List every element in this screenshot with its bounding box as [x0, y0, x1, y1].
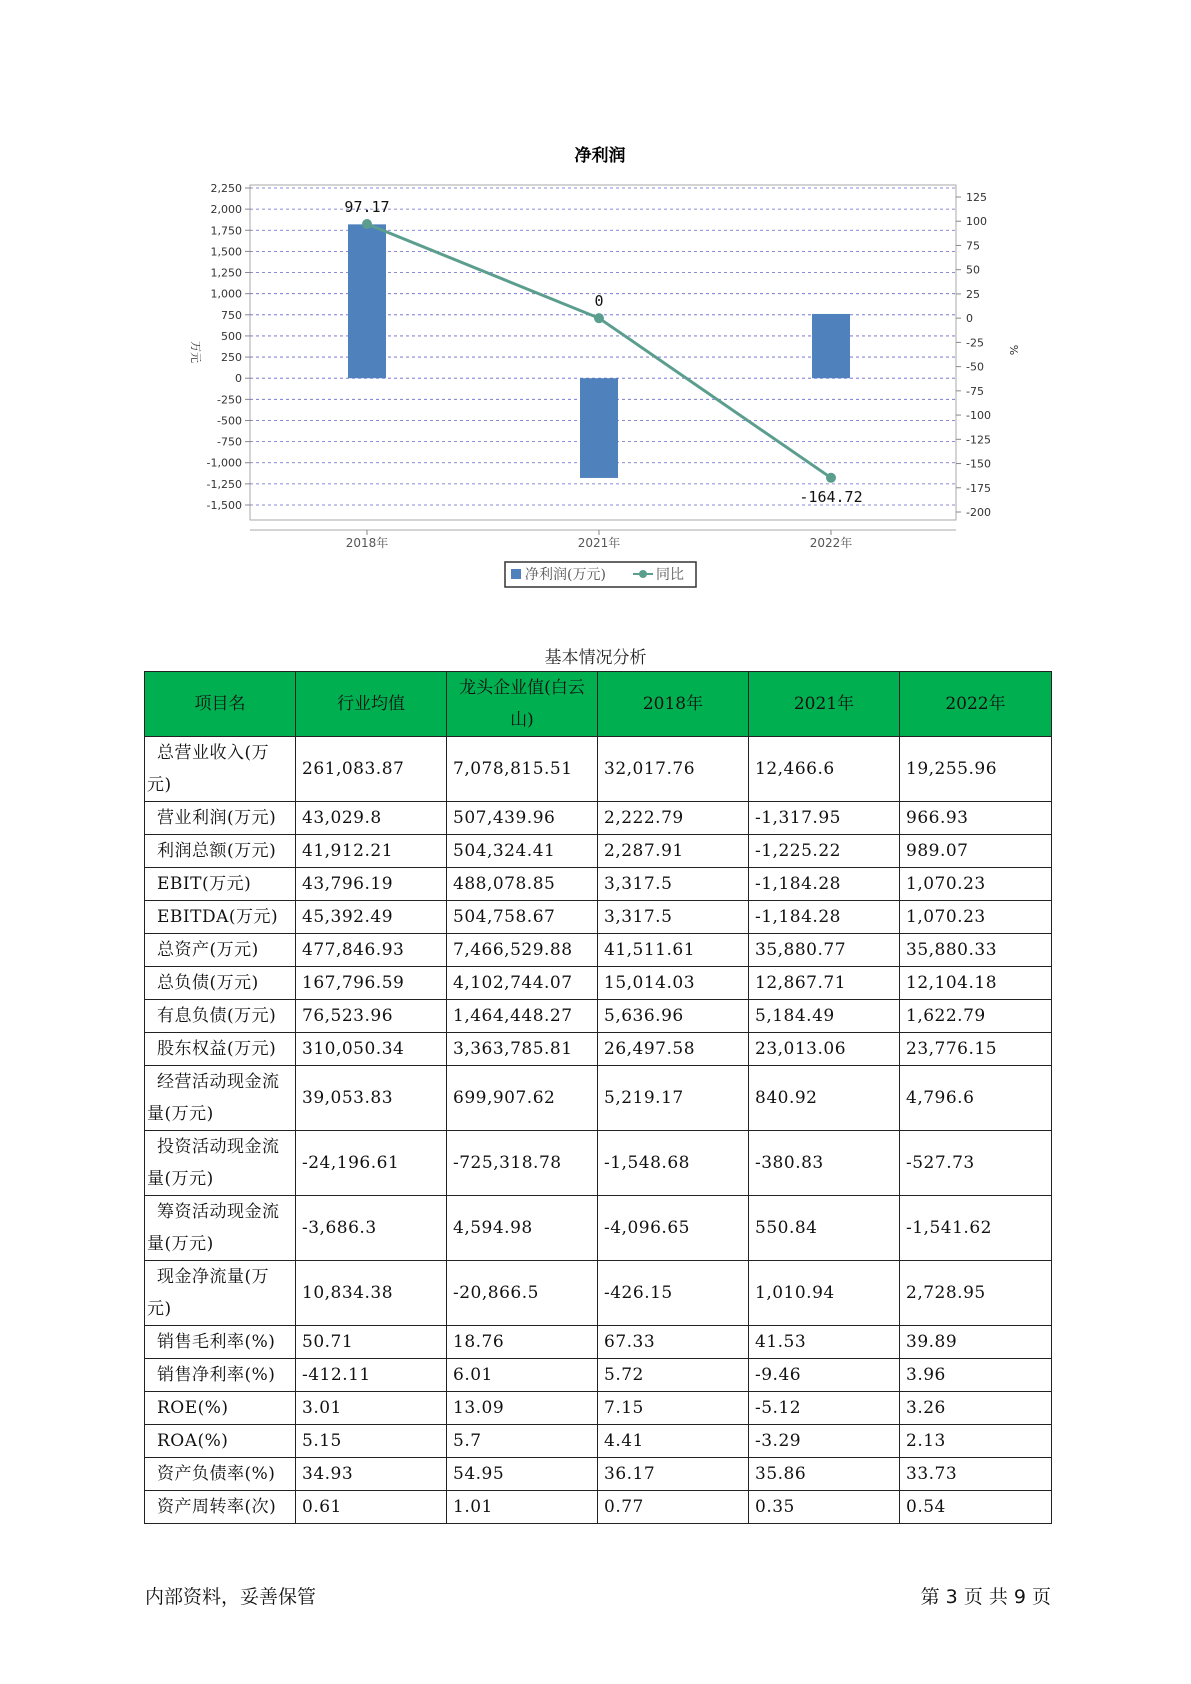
y-right-tick-label: 75 — [966, 239, 980, 253]
table-row-label: 销售毛利率(%) — [145, 1326, 296, 1359]
y-left-tick-label: 750 — [221, 308, 242, 322]
table-cell: 32,017.76 — [598, 737, 749, 802]
table-cell: 12,867.71 — [749, 967, 900, 1000]
footer-confidential-note: 内部资料，妥善保管 — [145, 1586, 317, 1608]
table-cell: 19,255.96 — [900, 737, 1052, 802]
table-cell: 2,728.95 — [900, 1261, 1052, 1326]
table-header-row — [145, 672, 1052, 737]
table-row — [145, 1359, 1052, 1392]
table-cell: 67.33 — [598, 1326, 749, 1359]
table-cell: 43,796.19 — [296, 868, 447, 901]
table-header-cell: 2018年 — [598, 672, 749, 737]
table-cell: 1,070.23 — [900, 868, 1052, 901]
table-header-cell: 龙头企业值(白云山) — [447, 672, 598, 737]
table-row — [145, 901, 1052, 934]
table-row — [145, 1131, 1052, 1196]
table-row-label: 有息负债(万元) — [145, 1000, 296, 1033]
table-cell: 1,070.23 — [900, 901, 1052, 934]
table-row-label: 资产负债率(%) — [145, 1458, 296, 1491]
y-right-tick-label: 25 — [966, 287, 980, 301]
table-row-label: 利润总额(万元) — [145, 835, 296, 868]
chart-title: 净利润 — [574, 146, 626, 166]
y-right-tick-label: -175 — [966, 481, 991, 495]
table-cell: 7,466,529.88 — [447, 934, 598, 967]
table-cell: 15,014.03 — [598, 967, 749, 1000]
yoy-point — [594, 313, 604, 323]
yoy-point — [362, 219, 372, 229]
table-cell: 41,511.61 — [598, 934, 749, 967]
table-cell: 12,104.18 — [900, 967, 1052, 1000]
table-cell: 13.09 — [447, 1392, 598, 1425]
x-tick-label: 2022年 — [809, 536, 853, 550]
y-right-tick-label: 0 — [966, 312, 973, 326]
table-cell: 488,078.85 — [447, 868, 598, 901]
y-right-tick-label: 50 — [966, 263, 980, 277]
table-cell: 3,317.5 — [598, 901, 749, 934]
table-cell: 26,497.58 — [598, 1033, 749, 1066]
table-cell: -3,686.3 — [296, 1196, 447, 1261]
table-cell: 310,050.34 — [296, 1033, 447, 1066]
table-cell: 2,222.79 — [598, 802, 749, 835]
table-row — [145, 1000, 1052, 1033]
y-left-tick-label: -1,250 — [206, 477, 242, 491]
legend-line-marker — [639, 570, 647, 578]
table-cell: -1,317.95 — [749, 802, 900, 835]
legend-label-line: 同比 — [656, 567, 684, 583]
y-left-tick-label: -250 — [217, 393, 242, 407]
table-cell: 477,846.93 — [296, 934, 447, 967]
table-cell: 18.76 — [447, 1326, 598, 1359]
y-left-tick-label: 2,000 — [210, 203, 242, 217]
table-cell: 23,013.06 — [749, 1033, 900, 1066]
table-cell: 4,796.6 — [900, 1066, 1052, 1131]
table-cell: 989.07 — [900, 835, 1052, 868]
table-cell: 35,880.33 — [900, 934, 1052, 967]
table-cell: 7.15 — [598, 1392, 749, 1425]
table-cell: -1,541.62 — [900, 1196, 1052, 1261]
table-cell: 10,834.38 — [296, 1261, 447, 1326]
table-cell: 5,636.96 — [598, 1000, 749, 1033]
net-profit-chart — [0, 0, 1191, 600]
table-cell: 3,317.5 — [598, 868, 749, 901]
basic-analysis-table — [144, 671, 1052, 1524]
bar — [812, 314, 850, 378]
y-left-tick-label: -500 — [217, 414, 242, 428]
table-cell: 699,907.62 — [447, 1066, 598, 1131]
yoy-point — [826, 473, 836, 483]
table-cell: 4.41 — [598, 1425, 749, 1458]
table-cell: 23,776.15 — [900, 1033, 1052, 1066]
table-cell: 4,102,744.07 — [447, 967, 598, 1000]
table-cell: 39,053.83 — [296, 1066, 447, 1131]
table-row — [145, 967, 1052, 1000]
table-cell: 5,184.49 — [749, 1000, 900, 1033]
legend-bar-swatch — [511, 569, 521, 579]
y-left-tick-label: 2,250 — [210, 182, 242, 195]
table-header-cell: 行业均值 — [296, 672, 447, 737]
bar — [348, 224, 386, 378]
y-right-tick-label: -125 — [966, 433, 991, 447]
table-cell: -4,096.65 — [598, 1196, 749, 1261]
table-cell: 0.61 — [296, 1491, 447, 1524]
table-cell: 5,219.17 — [598, 1066, 749, 1131]
table-row-label: 销售净利率(%) — [145, 1359, 296, 1392]
table-cell: 0.77 — [598, 1491, 749, 1524]
y-left-tick-label: -1,000 — [206, 456, 242, 470]
table-row-label: ROE(%) — [145, 1392, 296, 1425]
y-right-tick-label: -50 — [966, 360, 984, 374]
table-cell: 3.26 — [900, 1392, 1052, 1425]
table-title: 基本情况分析 — [544, 648, 647, 668]
table-cell: 6.01 — [447, 1359, 598, 1392]
yoy-data-label: 97.17 — [344, 197, 390, 216]
table-cell: 167,796.59 — [296, 967, 447, 1000]
table-cell: 33.73 — [900, 1458, 1052, 1491]
table-row-label: 总营业收入(万元) — [145, 737, 296, 802]
table-cell: 550.84 — [749, 1196, 900, 1261]
table-cell: 36.17 — [598, 1458, 749, 1491]
table-cell: 39.89 — [900, 1326, 1052, 1359]
table-row — [145, 1196, 1052, 1261]
table-header-cell: 2022年 — [900, 672, 1052, 737]
table-row — [145, 1392, 1052, 1425]
table-cell: -5.12 — [749, 1392, 900, 1425]
table-row-label: 现金净流量(万元) — [145, 1261, 296, 1326]
table-cell: -1,225.22 — [749, 835, 900, 868]
legend-label-bar: 净利润(万元) — [525, 567, 606, 583]
table-cell: 507,439.96 — [447, 802, 598, 835]
y-right-tick-label: -75 — [966, 384, 984, 398]
table-cell: 966.93 — [900, 802, 1052, 835]
table-cell: 2.13 — [900, 1425, 1052, 1458]
table-cell: 76,523.96 — [296, 1000, 447, 1033]
table-row — [145, 1261, 1052, 1326]
footer-page-number: 第 3 页 共 9 页 — [920, 1586, 1051, 1608]
table-row — [145, 1425, 1052, 1458]
table-cell: 5.7 — [447, 1425, 598, 1458]
bar — [580, 378, 618, 478]
table-row-label: 总负债(万元) — [145, 967, 296, 1000]
table-row-label: EBIT(万元) — [145, 868, 296, 901]
table-cell: 54.95 — [447, 1458, 598, 1491]
table-cell: 1,622.79 — [900, 1000, 1052, 1033]
table-cell: 41.53 — [749, 1326, 900, 1359]
table-cell: 2,287.91 — [598, 835, 749, 868]
table-cell: 34.93 — [296, 1458, 447, 1491]
y-left-tick-label: 1,500 — [210, 245, 242, 259]
table-cell: -380.83 — [749, 1131, 900, 1196]
y-right-tick-label: -150 — [966, 457, 991, 471]
table-cell: 41,912.21 — [296, 835, 447, 868]
table-row — [145, 835, 1052, 868]
table-cell: -3.29 — [749, 1425, 900, 1458]
table-row-label: 投资活动现金流量(万元) — [145, 1131, 296, 1196]
y-left-tick-label: 250 — [221, 351, 242, 365]
table-cell: 3.01 — [296, 1392, 447, 1425]
table-row — [145, 934, 1052, 967]
table-row-label: 筹资活动现金流量(万元) — [145, 1196, 296, 1261]
table-row — [145, 1326, 1052, 1359]
table-row-label: 营业利润(万元) — [145, 802, 296, 835]
table-cell: 35.86 — [749, 1458, 900, 1491]
table-cell: 45,392.49 — [296, 901, 447, 934]
table-row-label: 股东权益(万元) — [145, 1033, 296, 1066]
table-row — [145, 1033, 1052, 1066]
table-cell: 0.54 — [900, 1491, 1052, 1524]
table-cell: -1,184.28 — [749, 868, 900, 901]
table-cell: 504,758.67 — [447, 901, 598, 934]
table-cell: 840.92 — [749, 1066, 900, 1131]
table-cell: -1,548.68 — [598, 1131, 749, 1196]
yoy-data-label: 0 — [594, 292, 604, 311]
x-tick-label: 2021年 — [577, 536, 621, 550]
y-right-tick-label: -200 — [966, 506, 991, 519]
table-cell: 1.01 — [447, 1491, 598, 1524]
table-cell: 12,466.6 — [749, 737, 900, 802]
chart-svg — [0, 0, 1191, 600]
table-row-label: 资产周转率(次) — [145, 1491, 296, 1524]
table-row — [145, 802, 1052, 835]
table-cell: -527.73 — [900, 1131, 1052, 1196]
table-cell: 5.15 — [296, 1425, 447, 1458]
yoy-data-label: -164.72 — [799, 487, 863, 506]
table-header-cell: 项目名 — [145, 672, 296, 737]
y-left-tick-label: 1,250 — [210, 266, 242, 280]
table-cell: -20,866.5 — [447, 1261, 598, 1326]
x-tick-label: 2018年 — [345, 536, 389, 550]
table-cell: 3.96 — [900, 1359, 1052, 1392]
y-left-tick-label: 0 — [235, 372, 242, 386]
y-left-tick-label: -750 — [217, 435, 242, 449]
table-cell: -725,318.78 — [447, 1131, 598, 1196]
y-left-axis-title: 万元 — [189, 341, 202, 363]
table-cell: 3,363,785.81 — [447, 1033, 598, 1066]
y-right-axis-title: % — [1007, 344, 1020, 356]
table-row-label: EBITDA(万元) — [145, 901, 296, 934]
y-left-tick-label: -1,500 — [206, 499, 242, 512]
y-left-tick-label: 1,000 — [210, 287, 242, 301]
table-cell: 4,594.98 — [447, 1196, 598, 1261]
y-left-tick-label: 500 — [221, 329, 242, 343]
table-cell: 43,029.8 — [296, 802, 447, 835]
table-row — [145, 1491, 1052, 1524]
table-cell: 35,880.77 — [749, 934, 900, 967]
table-row-label: 总资产(万元) — [145, 934, 296, 967]
table-cell: -412.11 — [296, 1359, 447, 1392]
table-row — [145, 868, 1052, 901]
table-row — [145, 737, 1052, 802]
table-cell: 1,464,448.27 — [447, 1000, 598, 1033]
table-cell: 261,083.87 — [296, 737, 447, 802]
y-right-tick-label: -100 — [966, 409, 991, 423]
table-row — [145, 1066, 1052, 1131]
table-cell: -9.46 — [749, 1359, 900, 1392]
y-right-tick-label: 125 — [966, 191, 987, 204]
table-cell: 5.72 — [598, 1359, 749, 1392]
table-cell: 0.35 — [749, 1491, 900, 1524]
y-right-tick-label: 100 — [966, 215, 987, 229]
table-header-cell: 2021年 — [749, 672, 900, 737]
table-cell: -24,196.61 — [296, 1131, 447, 1196]
table-cell: 1,010.94 — [749, 1261, 900, 1326]
y-left-tick-label: 1,750 — [210, 224, 242, 238]
table-cell: 504,324.41 — [447, 835, 598, 868]
y-right-tick-label: -25 — [966, 336, 984, 350]
table-row — [145, 1458, 1052, 1491]
table-row-label: ROA(%) — [145, 1425, 296, 1458]
table-cell: 50.71 — [296, 1326, 447, 1359]
table-cell: 7,078,815.51 — [447, 737, 598, 802]
table-row-label: 经营活动现金流量(万元) — [145, 1066, 296, 1131]
table-cell: -426.15 — [598, 1261, 749, 1326]
table-cell: -1,184.28 — [749, 901, 900, 934]
